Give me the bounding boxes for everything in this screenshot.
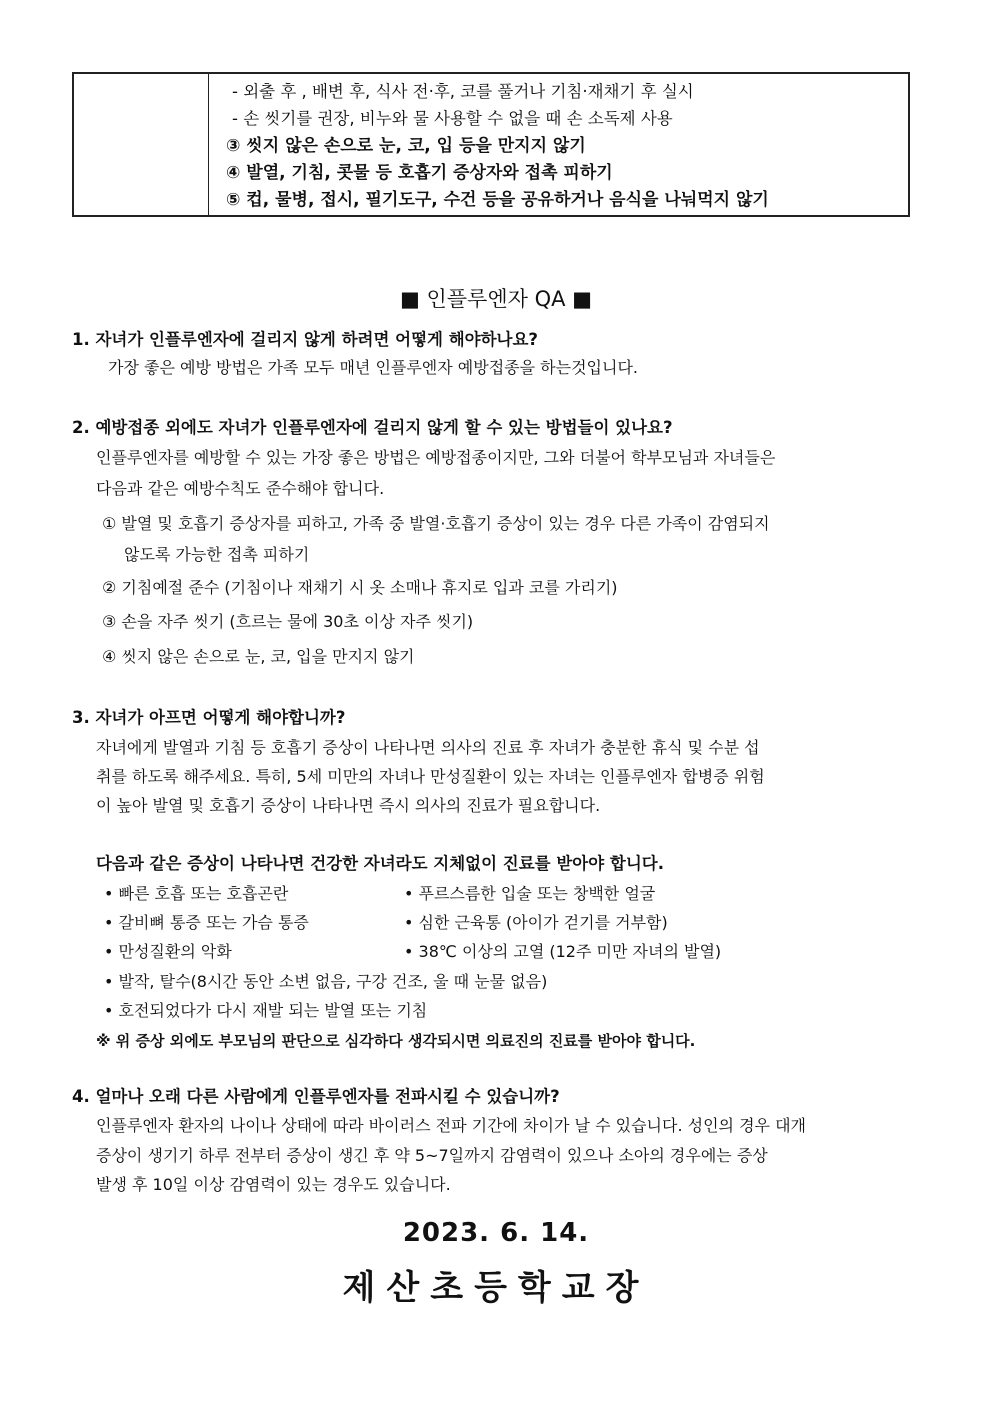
prevention-item: ① 발열 및 호흡기 증상자를 피하고, 가족 중 발열·호흡기 증상이 있는 경우 다른 가족이 감염되지 bbox=[102, 514, 770, 533]
question-4: 4. 얼마나 오래 다른 사람에게 인플루엔자를 전파시킬 수 있습니까? bbox=[72, 1087, 560, 1106]
symptom-item: • 발작, 탈수(8시간 동안 소변 없음, 구강 건조, 울 때 눈물 없음) bbox=[104, 972, 548, 991]
question-2: 2. 예방접종 외에도 자녀가 인플루엔자에 걸리지 않게 할 수 있는 방법들이 있나요? bbox=[72, 418, 673, 437]
hygiene-table bbox=[72, 72, 910, 217]
prevention-item: 않도록 가능한 접촉 피하기 bbox=[124, 545, 310, 564]
symptoms-heading: 다음과 같은 증상이 나타나면 건강한 자녀라도 지체없이 진료를 받아야 합니다. bbox=[96, 854, 665, 873]
symptom-item: • 심한 근육통 (아이가 걷기를 거부함) bbox=[404, 913, 668, 932]
answer-3-line: 자녀에게 발열과 기침 등 호흡기 증상이 나타나면 의사의 진료 후 자녀가 충분한 휴식 및 수분 섭 bbox=[96, 738, 760, 757]
symptom-item: • 푸르스름한 입술 또는 창백한 얼굴 bbox=[404, 884, 656, 903]
answer-3-line: 이 높아 발열 및 호흡기 증상이 나타나면 즉시 의사의 진료가 필요합니다. bbox=[96, 796, 601, 815]
question-1: 1. 자녀가 인플루엔자에 걸리지 않게 하려면 어떻게 해야하나요? bbox=[72, 330, 539, 349]
table-line: - 외출 후 , 배변 후, 식사 전·후, 코를 풀거나 기침·재채기 후 실시 bbox=[232, 82, 694, 101]
symptom-item: • 38℃ 이상의 고열 (12주 미만 자녀의 발열) bbox=[404, 942, 722, 961]
prevention-item: ③ 손을 자주 씻기 (흐르는 물에 30초 이상 자주 씻기) bbox=[102, 612, 474, 631]
principal-signature: 제산초등학교장 bbox=[342, 1268, 650, 1308]
table-line: ③ 씻지 않은 손으로 눈, 코, 입 등을 만지지 않기 bbox=[226, 136, 586, 156]
question-3: 3. 자녀가 아프면 어떻게 해야합니까? bbox=[72, 708, 346, 727]
answer-2-line: 인플루엔자를 예방할 수 있는 가장 좋은 방법은 예방접종이지만, 그와 더불어 학부모님과 자녀들은 bbox=[96, 448, 776, 467]
answer-2-line: 다음과 같은 예방수칙도 준수해야 합니다. bbox=[96, 479, 385, 498]
table-line: ⑤ 컵, 물병, 접시, 필기도구, 수건 등을 공유하거나 음식을 나눠먹지 않기 bbox=[226, 190, 769, 210]
answer-4-line: 인플루엔자 환자의 나이나 상태에 따라 바이러스 전파 기간에 차이가 날 수 있습니다. 성인의 경우 대개 bbox=[96, 1116, 806, 1135]
symptom-item: • 만성질환의 악화 bbox=[104, 942, 232, 961]
answer-3-line: 취를 하도록 해주세요. 특히, 5세 미만의 자녀나 만성질환이 있는 자녀는 인플루엔자 합병증 위험 bbox=[96, 767, 765, 786]
symptom-item: • 빠른 호흡 또는 호흡곤란 bbox=[104, 884, 289, 903]
answer-4-line: 증상이 생기기 하루 전부터 증상이 생긴 후 약 5~7일까지 감염력이 있으나 소아의 경우에는 증상 bbox=[96, 1146, 768, 1165]
symptom-item: • 갈비뼈 통증 또는 가슴 통증 bbox=[104, 913, 309, 932]
table-line: - 손 씻기를 권장, 비누와 물 사용할 수 없을 때 손 소독제 사용 bbox=[232, 109, 673, 128]
prevention-item: ④ 씻지 않은 손으로 눈, 코, 입을 만지지 않기 bbox=[102, 647, 415, 666]
prevention-item: ② 기침예절 준수 (기침이나 재채기 시 옷 소매나 휴지로 입과 코를 가리기) bbox=[102, 578, 618, 597]
answer-1: 가장 좋은 예방 방법은 가족 모두 매년 인플루엔자 예방접종을 하는것입니다. bbox=[108, 358, 638, 377]
document-date: 2023. 6. 14. bbox=[402, 1218, 590, 1248]
symptom-item: • 호전되었다가 다시 재발 되는 발열 또는 기침 bbox=[104, 1001, 428, 1020]
qa-section-title: ■ 인플루엔자 QA ■ bbox=[399, 287, 593, 311]
symptoms-note: ※ 위 증상 외에도 부모님의 판단으로 심각하다 생각되시면 의료진의 진료를 받아야 합니다. bbox=[96, 1032, 696, 1050]
table-column-divider bbox=[208, 74, 209, 215]
table-line: ④ 발열, 기침, 콧물 등 호흡기 증상자와 접촉 피하기 bbox=[226, 163, 613, 183]
answer-4-line: 발생 후 10일 이상 감염력이 있는 경우도 있습니다. bbox=[96, 1175, 451, 1194]
